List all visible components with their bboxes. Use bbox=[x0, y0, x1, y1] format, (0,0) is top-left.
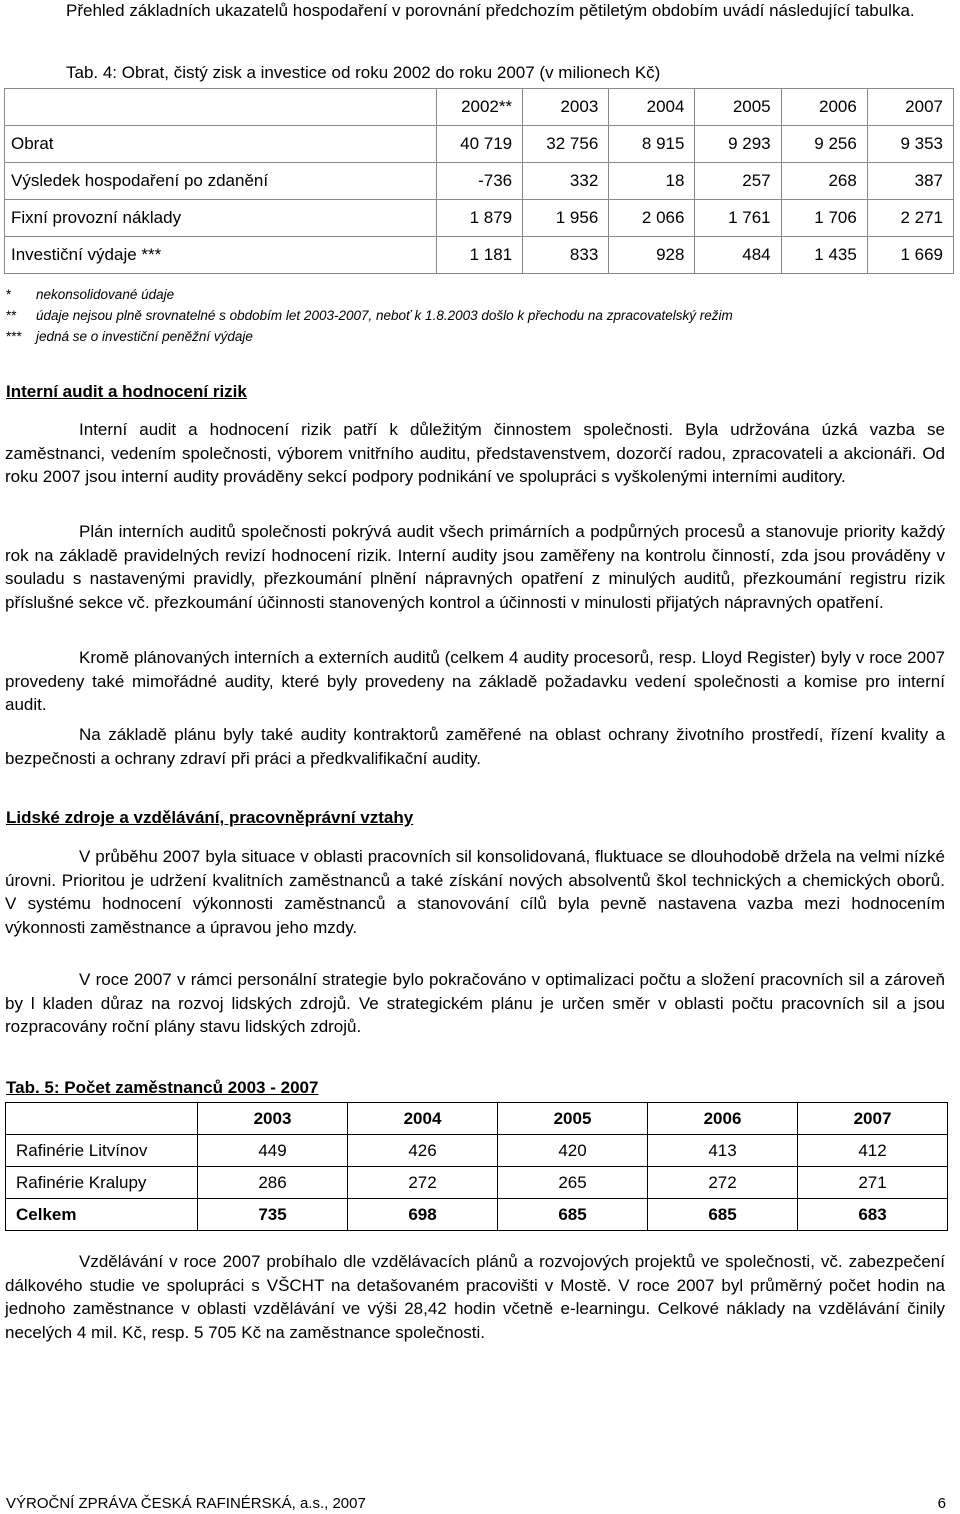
page-footer bbox=[6, 1495, 946, 1512]
table4-title: Tab. 4: Obrat, čistý zisk a investice od roku 2002 do roku 2007 (v milionech Kč) bbox=[66, 63, 661, 82]
table-cell: 9 256 bbox=[781, 126, 867, 163]
table5-title: Tab. 5: Počet zaměstnanců 2003 - 2007 bbox=[6, 1078, 319, 1097]
table-row bbox=[5, 237, 954, 274]
table4-footnotes bbox=[6, 284, 733, 347]
table-cell: 272 bbox=[648, 1167, 798, 1199]
table-cell: 1 435 bbox=[781, 237, 867, 274]
table-cell: 1 181 bbox=[436, 237, 522, 274]
table-cell: 426 bbox=[348, 1135, 498, 1167]
column-header: 2005 bbox=[498, 1103, 648, 1135]
paragraph-text: Na základě plánu byly také audity kontraktorů zaměřené na oblast ochrany životního prostředí, řízení kvality a bezpečnosti a ochrany zdraví při práci a předkvalifikační audity. bbox=[5, 725, 945, 768]
intro-text: Přehled základních ukazatelů hospodaření v porovnání předchozím pětiletým obdobím uvádí následující tabulka. bbox=[66, 1, 915, 20]
table-cell: 265 bbox=[498, 1167, 648, 1199]
hr-paragraph bbox=[5, 845, 945, 939]
table-cell: 32 756 bbox=[523, 126, 609, 163]
audit-paragraph bbox=[5, 418, 945, 489]
table-cell: 272 bbox=[348, 1167, 498, 1199]
table-cell: 449 bbox=[198, 1135, 348, 1167]
paragraph-text: Plán interních auditů společnosti pokrývá audit všech primárních a podpůrných procesů a stanovuje priority každý rok na základě pravidelných revizí hodnocení rizik. Interní audity jsou zaměřeny na kontrolu činností, zda jsou prováděny v souladu s nastavenými pravidly, přezkoumání plnění nápravných opatření z minulých auditů, přezkoumání registru rizik příslušné sekce vč. přezkoumání účinnosti stanovených kontrol a účinnosti v minulosti přijatých nápravných opatření. bbox=[5, 522, 945, 612]
table-cell: 412 bbox=[798, 1135, 948, 1167]
audit-heading: Interní audit a hodnocení rizik bbox=[6, 382, 247, 401]
table-cell: 685 bbox=[648, 1199, 798, 1231]
paragraph-text: Kromě plánovaných interních a externích auditů (celkem 4 audity procesorů, resp. Lloyd Register) byly v roce 2007 provedeny také mimořádné audity, které byly provedeny na základě požadavku vedení společnosti a komise pro interní audit. bbox=[5, 648, 945, 714]
footnote bbox=[6, 326, 733, 347]
hr-heading: Lidské zdroje a vzdělávání, pracovněprávní vztahy bbox=[6, 808, 414, 827]
paragraph-text: Interní audit a hodnocení rizik patří k důležitým činnostem společnosti. Byla udržována úzká vazba se zaměstnanci, vedením společnosti, výborem vnitřního auditu, představenstvem, dozorčí radou, zpracovateli a akcionáři. Od roku 2007 jsou interní audity prováděny sekcí podpory podnikání ve spolupráci s vyškolenými interními auditory. bbox=[5, 420, 945, 486]
table-cell: 698 bbox=[348, 1199, 498, 1231]
table-header-empty bbox=[6, 1103, 198, 1135]
column-header: 2007 bbox=[867, 89, 953, 126]
table-cell: 18 bbox=[609, 163, 695, 200]
table-cell: 9 353 bbox=[867, 126, 953, 163]
table-row bbox=[5, 163, 954, 200]
table-cell: 1 761 bbox=[695, 200, 781, 237]
footnote-text: nekonsolidované údaje bbox=[36, 287, 175, 302]
column-header: 2002** bbox=[436, 89, 522, 126]
table-cell: 928 bbox=[609, 237, 695, 274]
table-cell: 2 066 bbox=[609, 200, 695, 237]
table-row bbox=[5, 126, 954, 163]
table-cell: 332 bbox=[523, 163, 609, 200]
table-cell: -736 bbox=[436, 163, 522, 200]
row-label: Investiční výdaje *** bbox=[5, 237, 437, 274]
table-cell: 735 bbox=[198, 1199, 348, 1231]
row-label: Celkem bbox=[6, 1199, 198, 1231]
column-header: 2003 bbox=[198, 1103, 348, 1135]
paragraph-text: V průběhu 2007 byla situace v oblasti pracovních sil konsolidovaná, fluktuace se dlouhodobě držela na velmi nízké úrovni. Prioritou je udržení kvalitních zaměstnanců a také získání nových absolventů škol technických a chemických oborů. V systému hodnocení výkonnosti zaměstnanců a stanovování cílů byla pevně nastavena vazba mezi hodnocením výkonnosti zaměstnance a úpravou jeho mzdy. bbox=[5, 847, 945, 937]
page-number: 6 bbox=[937, 1495, 946, 1512]
hr-paragraph bbox=[5, 968, 945, 1039]
table-cell: 1 956 bbox=[523, 200, 609, 237]
row-label: Obrat bbox=[5, 126, 437, 163]
table-cell: 271 bbox=[798, 1167, 948, 1199]
footnote bbox=[6, 284, 733, 305]
audit-paragraph bbox=[5, 646, 945, 717]
row-label: Výsledek hospodaření po zdanění bbox=[5, 163, 437, 200]
employees-table bbox=[5, 1102, 948, 1231]
paragraph-text: Vzdělávání v roce 2007 probíhalo dle vzdělávacích plánů a rozvojových projektů ve společnosti, vč. zabezpečení dálkového studie ve spolupráci s VŠCHT na detašovaném pracovišti v Mostě. V roce 2007 byl průměrný počet hodin na jednoho zaměstnance v oblasti vzdělávání ve výši 28,42 hodin včetně e-learningu. Celkové náklady na vzdělávání činily necelých 4 mil. Kč, resp. 5 705 Kč na zaměstnance společnosti. bbox=[5, 1252, 945, 1342]
table-cell: 40 719 bbox=[436, 126, 522, 163]
footnote-text: údaje nejsou plně srovnatelné s obdobím let 2003-2007, neboť k 1.8.2003 došlo k přechodu na zpracovatelský režim bbox=[36, 308, 733, 323]
table-header-row bbox=[5, 89, 954, 126]
table-cell: 484 bbox=[695, 237, 781, 274]
row-label: Rafinérie Litvínov bbox=[6, 1135, 198, 1167]
footnote bbox=[6, 305, 733, 326]
education-paragraph bbox=[5, 1250, 945, 1344]
audit-paragraph bbox=[5, 723, 945, 770]
table-cell: 8 915 bbox=[609, 126, 695, 163]
footnote-mark: * bbox=[6, 287, 12, 302]
column-header: 2004 bbox=[609, 89, 695, 126]
table-cell: 268 bbox=[781, 163, 867, 200]
table-row bbox=[6, 1135, 948, 1167]
table-cell: 420 bbox=[498, 1135, 648, 1167]
table-cell: 286 bbox=[198, 1167, 348, 1199]
column-header: 2004 bbox=[348, 1103, 498, 1135]
column-header: 2006 bbox=[648, 1103, 798, 1135]
table-cell: 1 669 bbox=[867, 237, 953, 274]
footer-title: VÝROČNÍ ZPRÁVA ČESKÁ RAFINÉRSKÁ, a.s., 2007 bbox=[6, 1495, 366, 1512]
table-row bbox=[6, 1199, 948, 1231]
paragraph-text: V roce 2007 v rámci personální strategie bylo pokračováno v optimalizaci počtu a složení pracovních sil a zároveň by l kladen důraz na rozvoj lidských zdrojů. Ve strategickém plánu je určen směr v oblasti počtu pracovních sil a jsou rozpracovány roční plány stavu lidských zdrojů. bbox=[5, 970, 945, 1036]
table-cell: 833 bbox=[523, 237, 609, 274]
table-header-empty bbox=[5, 89, 437, 126]
table-cell: 413 bbox=[648, 1135, 798, 1167]
footnote-mark: *** bbox=[6, 329, 22, 344]
table-cell: 685 bbox=[498, 1199, 648, 1231]
table-cell: 683 bbox=[798, 1199, 948, 1231]
footnote-mark: ** bbox=[6, 308, 17, 323]
table-row bbox=[6, 1167, 948, 1199]
table-cell: 1 879 bbox=[436, 200, 522, 237]
financial-indicators-table bbox=[4, 88, 954, 274]
table-cell: 2 271 bbox=[867, 200, 953, 237]
table-cell: 387 bbox=[867, 163, 953, 200]
row-label: Rafinérie Kralupy bbox=[6, 1167, 198, 1199]
column-header: 2003 bbox=[523, 89, 609, 126]
table-cell: 9 293 bbox=[695, 126, 781, 163]
table-header-row bbox=[6, 1103, 948, 1135]
column-header: 2006 bbox=[781, 89, 867, 126]
audit-paragraph bbox=[5, 520, 945, 614]
column-header: 2007 bbox=[798, 1103, 948, 1135]
footnote-text: jedná se o investiční peněžní výdaje bbox=[36, 329, 253, 344]
table-cell: 257 bbox=[695, 163, 781, 200]
row-label: Fixní provozní náklady bbox=[5, 200, 437, 237]
table-cell: 1 706 bbox=[781, 200, 867, 237]
column-header: 2005 bbox=[695, 89, 781, 126]
table-row bbox=[5, 200, 954, 237]
